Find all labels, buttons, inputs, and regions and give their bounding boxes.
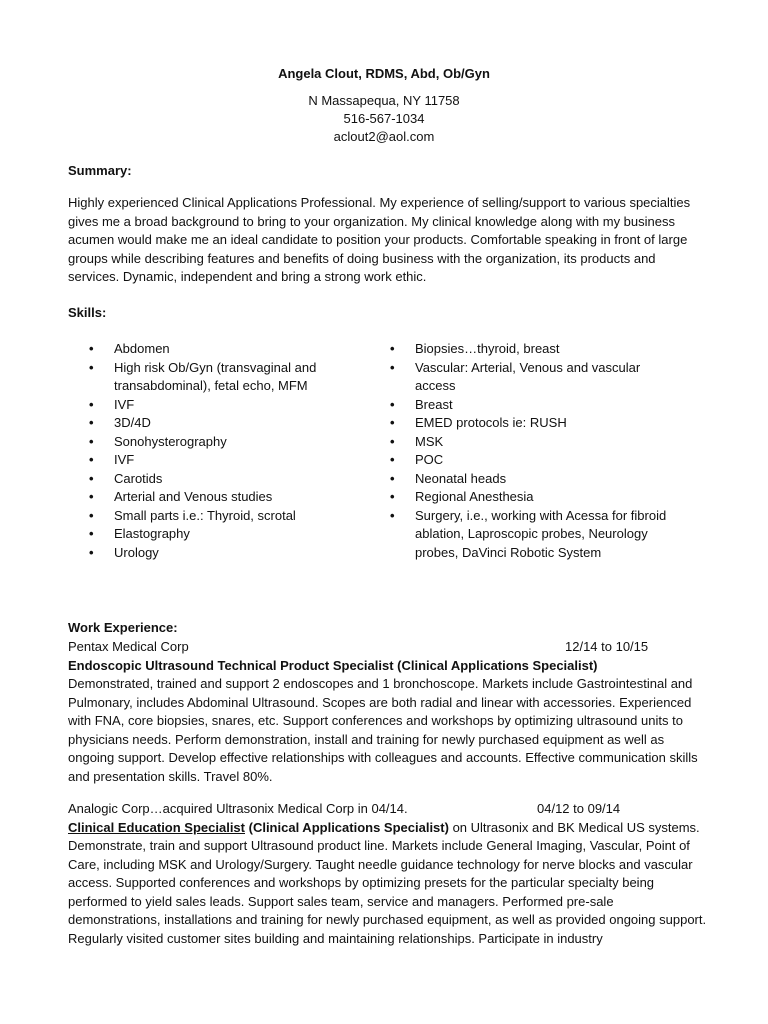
bullet-icon: • (89, 489, 94, 504)
phone-number: 516-567-1034 (343, 111, 425, 126)
bullet-icon: • (390, 433, 395, 449)
skill-item: • EMED protocols ie: RUSH (390, 414, 670, 433)
skill-item: • Vascular: Arterial, Venous and vascular access (390, 359, 641, 393)
bullet-icon: • (89, 470, 94, 486)
job-dates: 12/14 to 10/15 (565, 639, 649, 654)
summary-heading: Summary: (68, 163, 132, 178)
summary-text: Highly experienced Clinical Applications Professional. My experience of selling/support to various specialties gives me a broad background to bring to your organization. My clinical knowledge along with my business acumen would make me an ideal candidate to position your products. Comfortable speaking in front of large groups while describing features and benefits of doing business with the organization, its products and services. Dynamic, independent and bring a strong work ethic. (68, 195, 691, 284)
skill-item: • Breast (390, 396, 670, 415)
company-name: Pentax Medical Corp (68, 639, 189, 654)
skill-item: • 3D/4D (89, 414, 369, 433)
skills-heading: Skills: (68, 305, 107, 320)
skill-item: • IVF (89, 396, 369, 415)
job-title: Clinical Education Specialist (68, 819, 245, 835)
skill-item: • Biopsies…thyroid, breast (390, 340, 670, 359)
bullet-icon: • (390, 489, 395, 504)
job-title-line (68, 819, 708, 838)
bullet-icon: • (89, 359, 94, 375)
job-dates: 04/12 to 09/14 (537, 801, 621, 816)
job-description: Demonstrate, train and support Ultrasound product line. Markets include General Imaging, Vascular, Point of Care, including MSK and Urology/Surgery. Taught needle guidance technology for nerve blocks and vascular access. Supported conferences and workshops by optimizing presets for the particular specialty being performed to yield sales leads. Support sales team, service and managers. Performed pre-sale demonstrations, installations and training for newly purchased equipment, as well as provided ongoing support. Regularly visited customer sites building and maintaining relationships. Participate in industry (68, 838, 707, 946)
job-entry (68, 638, 708, 786)
skill-item: • Neonatal heads (390, 470, 670, 489)
bullet-icon: • (390, 341, 395, 356)
job-header (68, 638, 708, 657)
skill-item: • Elastography (89, 525, 369, 544)
bullet-icon: • (89, 415, 94, 430)
bullet-icon: • (390, 359, 395, 375)
bullet-icon: • (390, 415, 395, 430)
skills-list-right (390, 340, 670, 562)
bullet-icon: • (390, 470, 395, 486)
skill-item: • High risk Ob/Gyn (transvaginal and transabdominal), fetal echo, MFM (89, 359, 317, 393)
candidate-name: Angela Clout, RDMS, Abd, Ob/Gyn (278, 66, 490, 81)
email-address: aclout2@aol.com (333, 129, 435, 144)
work-experience-heading: Work Experience: (68, 620, 178, 635)
job-header (68, 800, 708, 819)
bullet-icon: • (89, 507, 94, 523)
skill-item: • Regional Anesthesia (390, 488, 670, 507)
skill-item: • Small parts i.e.: Thyroid, scrotal (89, 507, 369, 526)
contact-block (0, 92, 768, 146)
bullet-icon: • (89, 452, 94, 467)
bullet-icon: • (390, 507, 395, 523)
bullet-icon: • (89, 341, 94, 356)
bullet-icon: • (89, 433, 94, 449)
skill-item: • Abdomen (89, 340, 369, 359)
skills-list-left (89, 340, 369, 562)
skill-item: • Urology (89, 544, 369, 563)
skill-item: • Arterial and Venous studies (89, 488, 369, 507)
bullet-icon: • (390, 452, 395, 467)
job-entry (68, 800, 708, 948)
skill-item: • POC (390, 451, 670, 470)
skill-item: • Surgery, i.e., working with Acessa for fibroid ablation, Laproscopic probes, Neurology probes, DaVinci Robotic System (390, 507, 667, 560)
bullet-icon: • (390, 396, 395, 412)
job-title-suffix: on Ultrasonix and BK Medical US systems. (448, 819, 700, 835)
job-description: Demonstrated, trained and support 2 endoscopes and 1 bronchoscope. Markets include Gastrointestinal and Pulmonary, includes Abdominal Ultrasound. Scopes are both radial and linear with accessories. Experienced with FNA, core biopsies, snares, etc. Support conferences and workshops by optimizing ultrasound units to physicians needs. Perform demonstration, install and training for newly purchased equipment as well as ongoing support. Develop effective relationships with colleagues and accounts. Effective communication skills and presentation skills. Travel 80%. (68, 676, 698, 784)
job-title-qualifier: (Clinical Applications Specialist) (245, 819, 449, 835)
skill-item: • Sonohysterography (89, 433, 369, 452)
skill-item: • Carotids (89, 470, 369, 489)
skill-item: • IVF (89, 451, 369, 470)
bullet-icon: • (89, 526, 94, 541)
skill-item: • MSK (390, 433, 670, 452)
job-title: Endoscopic Ultrasound Technical Product Specialist (Clinical Applications Specialist) (68, 657, 598, 673)
address: N Massapequa, NY 11758 (308, 93, 460, 108)
bullet-icon: • (89, 544, 94, 560)
company-name: Analogic Corp…acquired Ultrasonix Medical Corp in 04/14. (68, 801, 408, 816)
bullet-icon: • (89, 396, 94, 412)
